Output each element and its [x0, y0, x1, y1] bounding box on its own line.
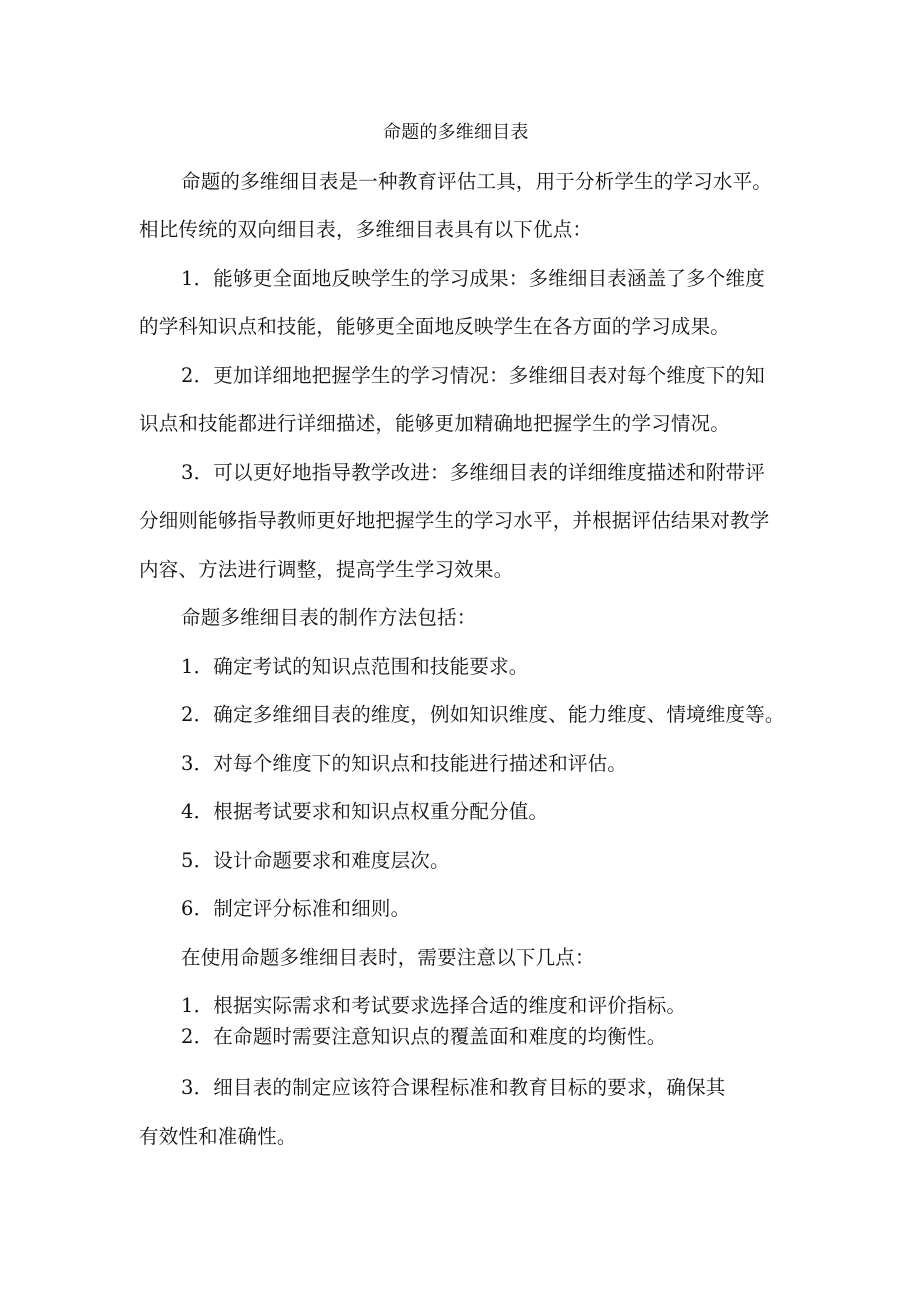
- advantage-3-line-2: 分细则能够指导教师更好地把握学生的学习水平，并根据评估结果对教学: [139, 509, 770, 532]
- advantage-1-line-2: 的学科知识点和技能，能够更全面地反映学生在各方面的学习成果。: [139, 315, 731, 338]
- advantage-2-line-1: 2．更加详细地把握学生的学习情况：多维细目表对每个维度下的知: [181, 364, 765, 387]
- method-item-4: 4．根据考试要求和知识点权重分配分值。: [181, 800, 549, 823]
- advantage-3-line-1: 3．可以更好地指导教学改进：多维细目表的详细维度描述和附带评: [181, 461, 765, 484]
- method-item-5: 5．设计命题要求和难度层次。: [181, 849, 450, 872]
- methods-heading: 命题多维细目表的制作方法包括：: [181, 606, 477, 629]
- method-item-6: 6．制定评分标准和细则。: [181, 897, 411, 920]
- note-item-3-line-1: 3．细目表的制定应该符合课程标准和教育目标的要求，确保其: [181, 1076, 726, 1099]
- method-item-2: 2．确定多维细目表的维度，例如知识维度、能力维度、情境维度等。: [181, 703, 785, 726]
- note-item-2: 2．在命题时需要注意知识点的覆盖面和难度的均衡性。: [181, 1025, 667, 1048]
- note-item-1: 1．根据实际需求和考试要求选择合适的维度和评价指标。: [181, 994, 687, 1017]
- note-item-3-line-2: 有效性和准确性。: [139, 1125, 297, 1148]
- method-item-1: 1．确定考试的知识点范围和技能要求。: [181, 655, 529, 678]
- notes-heading: 在使用命题多维细目表时，需要注意以下几点：: [181, 946, 595, 969]
- intro-line-2: 相比传统的双向细目表，多维细目表具有以下优点：: [139, 218, 593, 241]
- page-title: 命题的多维细目表: [383, 122, 529, 143]
- intro-line-1: 命题的多维细目表是一种教育评估工具，用于分析学生的学习水平。: [181, 170, 773, 193]
- advantage-3-line-3: 内容、方法进行调整，提高学生学习效果。: [139, 558, 514, 581]
- advantage-1-line-1: 1．能够更全面地反映学生的学习成果：多维细目表涵盖了多个维度: [181, 267, 765, 290]
- method-item-3: 3．对每个维度下的知识点和技能进行描述和评估。: [181, 752, 628, 775]
- advantage-2-line-2: 识点和技能都进行详细描述，能够更加精确地把握学生的学习情况。: [139, 412, 731, 435]
